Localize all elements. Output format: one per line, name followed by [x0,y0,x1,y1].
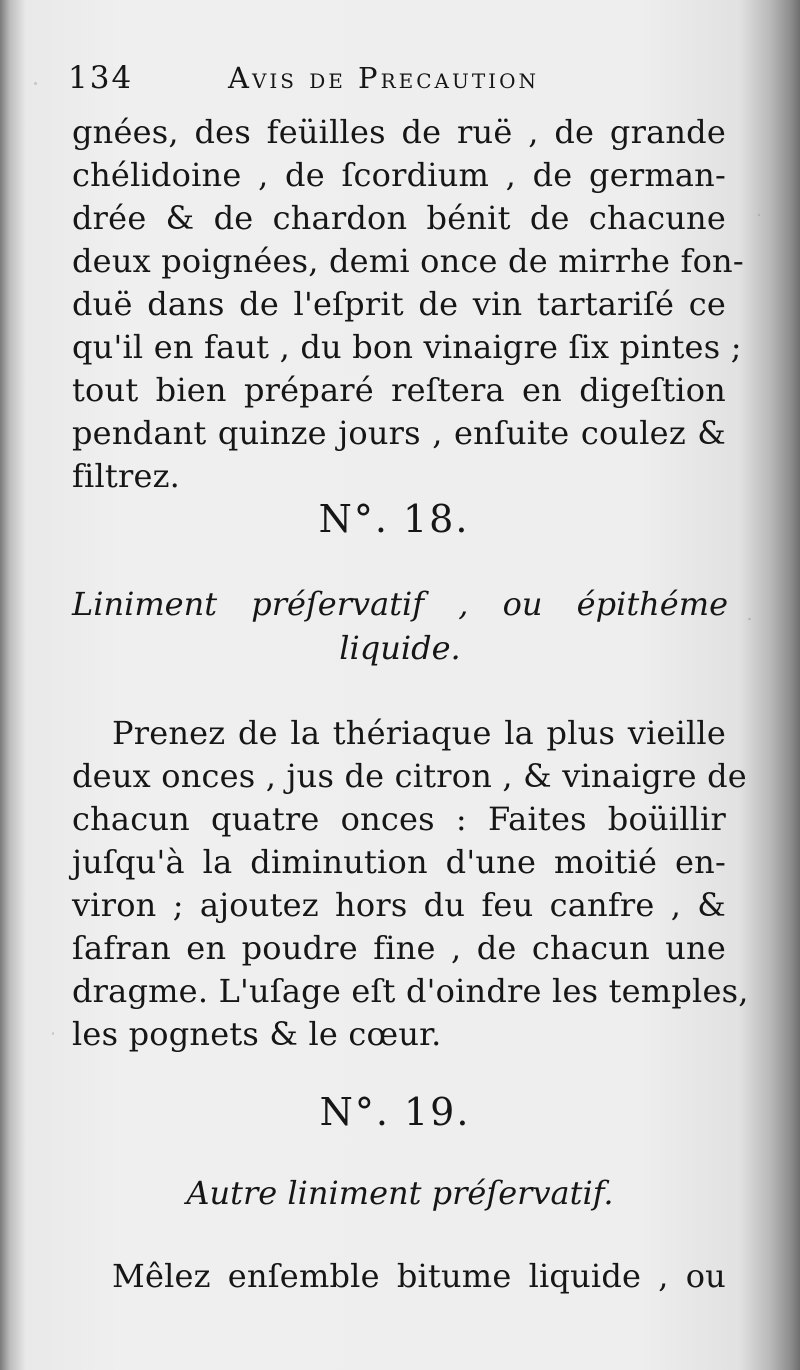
paper-speck [34,82,37,85]
text-line: duë dans de l'eſprit de vin tartariſé ce [72,285,726,323]
text-line: ſafran en poudre fine , de chacun une [72,929,726,967]
recipe-title-line: Liniment préſervatif , ou épithéme [72,585,728,623]
recipe-title-19: Autre liniment préſervatif. [186,1174,614,1212]
paper-speck [758,214,760,216]
text-line: dragme. L'uſage eſt d'oindre les temples, [72,972,749,1010]
text-line: filtrez. [72,457,181,495]
text-line: drée & de chardon bénit de chacune [72,199,726,237]
text-line: pendant quinze jours , enſuite coulez & [72,414,726,452]
text-line: tout bien préparé reſtera en digeſtion [72,371,726,409]
paragraph-recipe-19 [72,1255,726,1298]
running-title: Avis de Precaution [228,61,539,95]
text-line: chélidoine , de ſcordium , de german- [72,156,726,194]
paragraph-recipe-18 [72,712,749,1056]
recipe-number-18: N°. 18. [318,497,470,541]
text-line: gnées, des feüilles de ruë , de grande [72,113,726,151]
running-header [64,58,744,108]
text-line: qu'il en faut , du bon vinaigre ſix pintes ; [72,328,742,366]
text-line: juſqu'à la diminution d'une moitié en- [72,843,726,881]
paragraph-recipe-continuation [72,111,744,498]
text-line: deux onces , jus de citron , & vinaigre de [72,757,747,795]
recipe-title-line: liquide. [339,629,461,667]
text-line: deux poignées, demi once de mirrhe fon- [72,242,744,280]
text-line: Mêlez enſemble bitume liquide , ou [112,1257,726,1295]
text-line: les pognets & le cœur. [72,1015,442,1053]
paper-speck [748,618,751,620]
page-number: 134 [68,60,134,96]
text-line: viron ; ajoutez hors du feu canfre , & [72,886,726,924]
recipe-number-19: N°. 19. [319,1090,471,1134]
text-line: Prenez de la thériaque la plus vieille [112,714,726,752]
recipe-title-18 [72,582,728,670]
paper-speck [52,1032,54,1035]
text-line: chacun quatre onces : Faites boüillir [72,800,726,838]
